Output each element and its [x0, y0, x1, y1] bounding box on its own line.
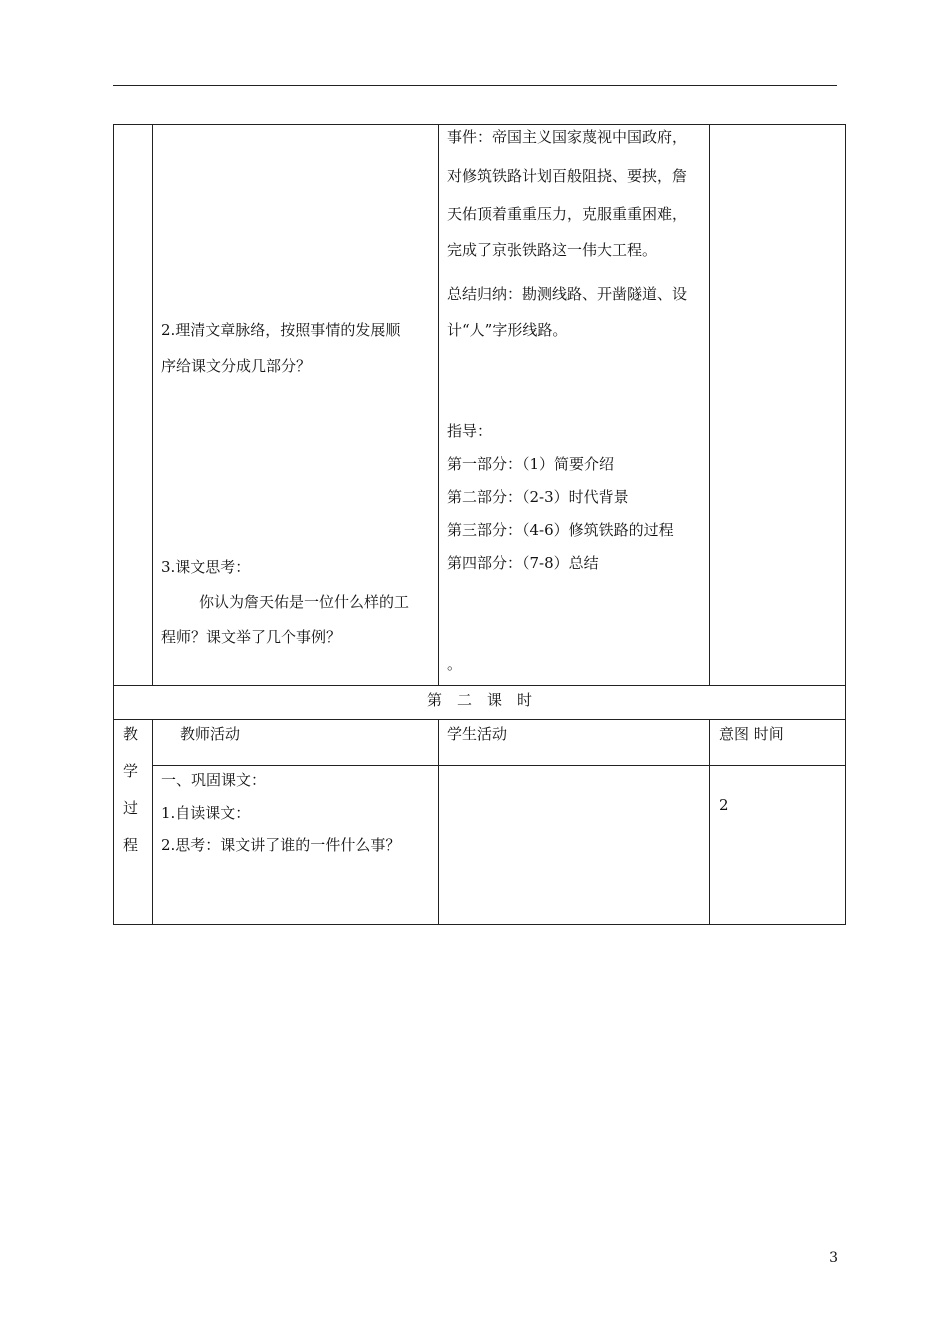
event-line3: 天佑顶着重重压力，克服重重困难， [447, 205, 688, 223]
part-3: 第三部分：（4-6）修筑铁路的过程 [447, 521, 674, 539]
header-student-activity: 学生活动 [447, 725, 508, 743]
summary-line1: 总结归纳：勘测线路、开凿隧道、设 [447, 285, 688, 303]
question-3-title: 3.课文思考： [161, 558, 251, 576]
teacher-line3: 2.思考：课文讲了谁的一件什么事？ [161, 836, 401, 854]
question-2-line2: 序给课文分成几部分？ [161, 357, 312, 375]
end-mark: 。 [447, 655, 463, 673]
time-value: 2 [719, 796, 729, 814]
header-teacher-activity: 教师活动 [180, 725, 241, 743]
event-line4: 完成了京张铁路这一伟大工程。 [447, 241, 658, 259]
event-line2: 对修筑铁路计划百般阻挠、要挟，詹 [447, 167, 688, 185]
label-char-1: 教 [123, 725, 139, 743]
header-intent-time: 意图 时间 [719, 725, 784, 743]
label-char-3: 过 [123, 799, 139, 817]
event-line1: 事件：帝国主义国家蔑视中国政府， [447, 128, 688, 146]
label-char-2: 学 [123, 762, 139, 780]
question-3-line1: 你认为詹天佑是一位什么样的工 [199, 593, 410, 611]
lesson-title: 第 二 课 时 [426, 691, 532, 709]
label-char-4: 程 [123, 836, 139, 854]
question-3-line2: 程师？课文举了几个事例？ [161, 628, 342, 646]
question-2-line1: 2.理清文章脉络，按照事情的发展顺 [161, 321, 401, 339]
teacher-line2: 1.自读课文： [161, 804, 251, 822]
part-1: 第一部分：（1）简要介绍 [447, 455, 615, 473]
part-4: 第四部分：（7-8）总结 [447, 554, 599, 572]
header-rule [113, 85, 837, 86]
teacher-line1: 一、巩固课文： [161, 771, 267, 789]
part-2: 第二部分：（2-3）时代背景 [447, 488, 629, 506]
page-number: 3 [829, 1250, 838, 1266]
guide-title: 指导： [447, 422, 493, 440]
summary-line2: 计“人”字形线路。 [447, 321, 568, 339]
